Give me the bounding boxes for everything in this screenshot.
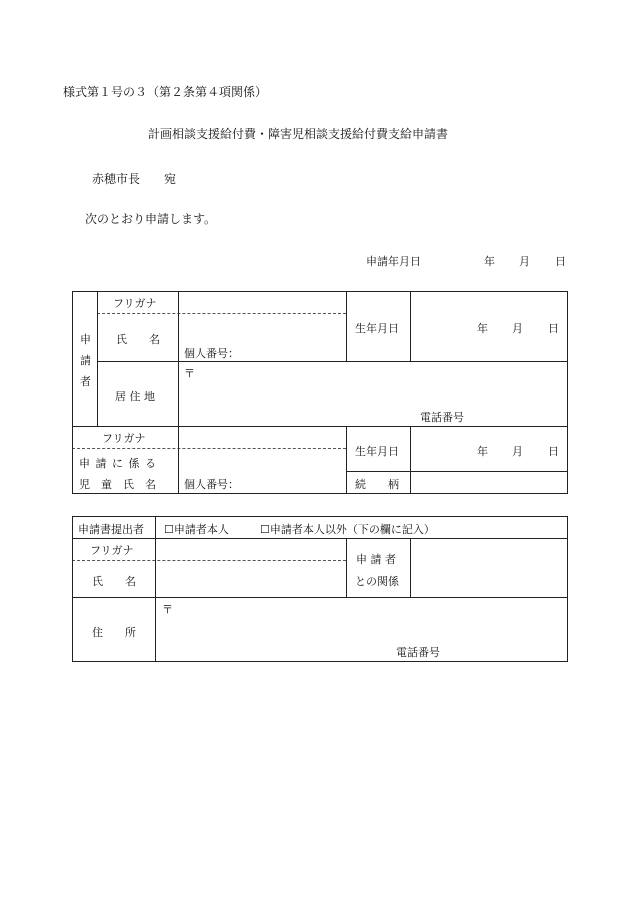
child-furigana-field[interactable] bbox=[180, 428, 344, 447]
form-number: 様式第１号の３（第２条第４項関係） bbox=[63, 85, 268, 99]
addressee: 赤穂市長 宛 bbox=[92, 172, 177, 186]
application-date-year: 年 bbox=[484, 255, 495, 268]
submitter-label: 申請書提出者 bbox=[78, 523, 144, 536]
submitter-option-self[interactable]: ☐申請者本人 bbox=[164, 523, 229, 536]
applicant-postal-mark: 〒 bbox=[184, 367, 195, 380]
child-label-line1: 申 請 に 係 る bbox=[79, 457, 157, 470]
child-relation-label: 続 柄 bbox=[355, 478, 399, 491]
application-date-label: 申請年月日 bbox=[366, 255, 421, 268]
applicant-birthdate-month: 月 bbox=[512, 322, 523, 335]
applicant-birthdate-label: 生年月日 bbox=[355, 322, 399, 335]
child-birthdate-year: 年 bbox=[477, 445, 488, 458]
applicant-furigana-label: フリガナ bbox=[113, 297, 157, 310]
applicant-name-field[interactable] bbox=[180, 315, 344, 343]
child-relation-field[interactable] bbox=[412, 473, 565, 492]
submitter-address-field[interactable] bbox=[157, 615, 557, 639]
submitter-postal-mark: 〒 bbox=[162, 603, 173, 616]
submitter-address-label: 住 所 bbox=[92, 626, 136, 639]
page-title: 計画相談支援給付費・障害児相談支援給付費支給申請書 bbox=[148, 127, 449, 141]
submitter-relation-label-1: 申 請 者 bbox=[356, 553, 396, 566]
submitter-relation-field[interactable] bbox=[412, 540, 565, 595]
application-date-day: 日 bbox=[555, 255, 566, 268]
application-date-month: 月 bbox=[519, 255, 530, 268]
submitter-name-label: 氏 名 bbox=[92, 575, 136, 588]
submitter-name-field[interactable] bbox=[157, 562, 344, 595]
child-name-field[interactable] bbox=[180, 450, 344, 474]
child-label-line2: 児 童 氏 名 bbox=[79, 478, 156, 491]
applicant-furigana-field[interactable] bbox=[180, 293, 344, 312]
applicant-side-label-1: 申 bbox=[80, 333, 91, 346]
applicant-side-label-3: 者 bbox=[80, 375, 91, 388]
submitter-option-other[interactable]: ☐申請者本人以外（下の欄に記入） bbox=[260, 523, 435, 536]
applicant-residence-label: 居 住 地 bbox=[115, 390, 155, 403]
applicant-phone-label: 電話番号 bbox=[420, 411, 464, 424]
child-furigana-label: フリガナ bbox=[102, 432, 146, 445]
submitter-furigana-field[interactable] bbox=[157, 540, 344, 559]
child-birthdate-day: 日 bbox=[548, 445, 559, 458]
intro-text: 次のとおり申請します。 bbox=[85, 212, 217, 226]
submitter-relation-label-2: との関係 bbox=[355, 575, 399, 588]
applicant-name-label: 氏 名 bbox=[116, 333, 160, 346]
submitter-furigana-label: フリガナ bbox=[90, 544, 134, 557]
applicant-birthdate-day: 日 bbox=[548, 322, 559, 335]
applicant-residence-field[interactable] bbox=[180, 380, 560, 404]
applicant-side-label-2: 請 bbox=[80, 354, 91, 367]
child-birthdate-label: 生年月日 bbox=[355, 445, 399, 458]
submitter-phone-label: 電話番号 bbox=[396, 646, 440, 659]
applicant-birthdate-year: 年 bbox=[477, 322, 488, 335]
child-birthdate-month: 月 bbox=[512, 445, 523, 458]
child-personal-number-label: 個人番号： bbox=[184, 478, 239, 491]
applicant-personal-number-label: 個人番号： bbox=[184, 347, 239, 360]
